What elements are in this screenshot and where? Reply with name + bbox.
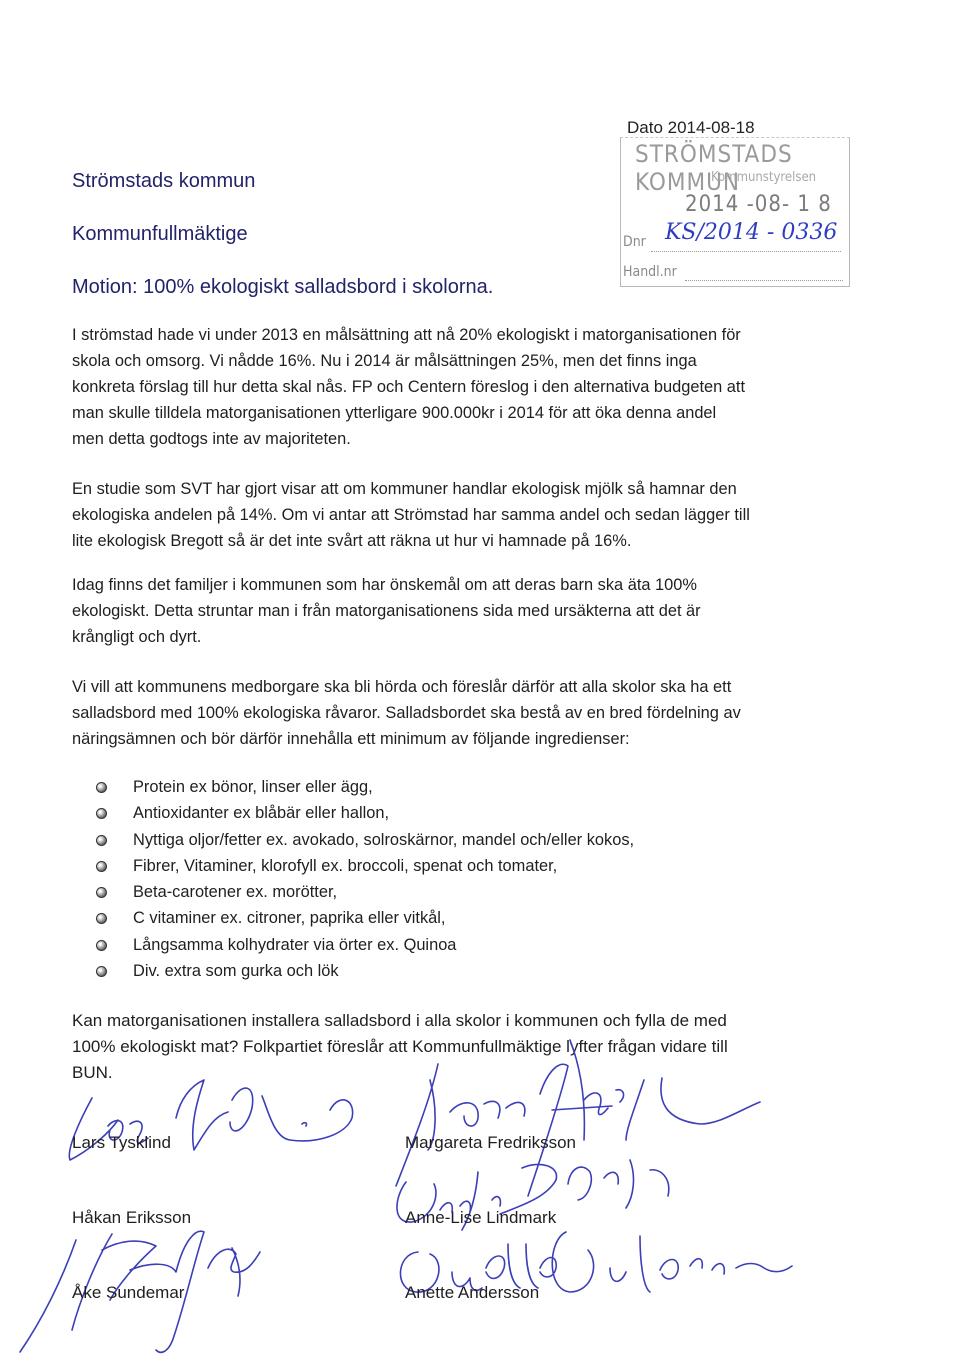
bullet-icon [96, 861, 107, 872]
registration-stamp [620, 137, 850, 287]
stamp-dnr-line [651, 251, 841, 252]
list-item [96, 800, 634, 826]
bullet-icon [96, 887, 107, 898]
closing-paragraph [72, 1008, 852, 1086]
paragraph-line: näringsämnen och bör därför innehålla ett minimum av följande ingredienser: [72, 730, 630, 748]
list-item [96, 958, 634, 984]
list-item-text: Beta-carotener ex. morötter, [133, 883, 338, 902]
list-item [96, 905, 634, 931]
list-item-text: Långsamma kolhydrater via örter ex. Quinoa [133, 935, 457, 954]
recipient: Strömstads kommun [72, 170, 256, 192]
paragraph-line: men detta godtogs inte av majoriteten. [72, 430, 351, 448]
paragraph-line: BUN. [72, 1063, 113, 1082]
paragraph-line: I strömstad hade vi under 2013 en målsättning att nå 20% ekologiskt i matorganisationen för [72, 326, 741, 344]
list-item-text: Antioxidanter ex blåbär eller hallon, [133, 804, 390, 823]
bullet-icon [96, 913, 107, 924]
bullet-icon [96, 782, 107, 793]
paragraph-line: skola och omsorg. Vi nådde 16%. Nu i 2014 är målsättningen 25%, men det finns inga [72, 352, 697, 370]
list-item [96, 827, 634, 853]
stamp-handl-line [685, 280, 843, 281]
paragraph-4 [72, 674, 852, 752]
paragraph-line: man skulle tilldela matorganisationen ytterligare 900.000kr i 2014 för att öka denna andel [72, 404, 717, 422]
paragraph-line: konkreta förslag till hur detta skal nås. FP och Centern föreslog i den alternativa budgeten att [72, 378, 746, 396]
stamp-dnr-label: Dnr [623, 234, 646, 250]
paragraph-line: En studie som SVT har gjort visar att om kommuner handlar ekologisk mjölk så hamnar den [72, 480, 737, 498]
council-name: Kommunfullmäktige [72, 223, 248, 245]
signatory-name: Håkan Eriksson [72, 1208, 192, 1227]
paragraph-line: ekologiskt. Detta struntar man i från matorganisationens sida med ursäkterna att det är [72, 602, 701, 620]
paragraph-3 [72, 572, 852, 650]
signatory-name: Anette Andersson [405, 1283, 540, 1302]
bullet-icon [96, 835, 107, 846]
list-item [96, 774, 634, 800]
paragraph-line: Kan matorganisationen installera salladsbord i alla skolor i kommunen och fylla de med [72, 1011, 727, 1030]
signatory-name: Lars Tysklind [72, 1133, 171, 1152]
stamp-dnr-value: KS/2014 - 0336 [665, 220, 838, 245]
list-item [96, 879, 634, 905]
paragraph-2 [72, 476, 852, 554]
bullet-icon [96, 966, 107, 977]
stamp-handl-label: Handl.nr [623, 264, 677, 280]
list-item-text: Fibrer, Vitaminer, klorofyll ex. broccoli, spenat och tomater, [133, 856, 558, 875]
document-date: Dato 2014-08-18 [627, 118, 755, 137]
list-item-text: Protein ex bönor, linser eller ägg, [133, 778, 373, 796]
stamp-organization: STRÖMSTADS KOMMUN [635, 140, 793, 196]
signatory-name: Margareta Fredriksson [405, 1133, 577, 1152]
paragraph-line: krångligt och dyrt. [72, 628, 202, 646]
paragraph-line: salladsbord med 100% ekologiska råvaror. Salladsbordet ska bestå av en bred fördelning av [72, 704, 741, 722]
bullet-icon [96, 808, 107, 819]
paragraph-line: lite ekologisk Bregott så är det inte svårt att räkna ut hur vi hamnade på 16%. [72, 532, 632, 550]
list-item-text: Nyttiga oljor/fetter ex. avokado, solroskärnor, mandel och/eller kokos, [133, 830, 635, 849]
list-item-text: Div. extra som gurka och lök [133, 962, 339, 981]
paragraph-line: ekologiska andelen på 14%. Om vi antar att Strömstad har samma andel och sedan lägger till [72, 506, 750, 524]
list-item [96, 932, 634, 958]
motion-subject: Motion: 100% ekologiskt salladsbord i skolorna. [72, 276, 494, 298]
paragraph-line: Vi vill att kommunens medborgare ska bli hörda och föreslår därför att alla skolor ska ha ett [72, 678, 732, 696]
signatory-name: Åke Sundemar [72, 1283, 185, 1302]
stamp-date: 2014 -08- 1 8 [685, 192, 832, 217]
stamp-department: Kommunstyrelsen [711, 170, 817, 185]
bullet-icon [96, 940, 107, 951]
paragraph-line: 100% ekologiskt mat? Folkpartiet föreslår att Kommunfullmäktige lyfter frågan vidare till [72, 1037, 728, 1056]
list-item-text: C vitaminer ex. citroner, paprika eller vitkål, [133, 909, 446, 928]
ingredient-list [96, 774, 634, 984]
paragraph-1 [72, 322, 852, 452]
signatory-name: Anne-Lise Lindmark [405, 1208, 557, 1227]
paragraph-line: Idag finns det familjer i kommunen som har önskemål om att deras barn ska äta 100% [72, 576, 697, 594]
list-item [96, 853, 634, 879]
